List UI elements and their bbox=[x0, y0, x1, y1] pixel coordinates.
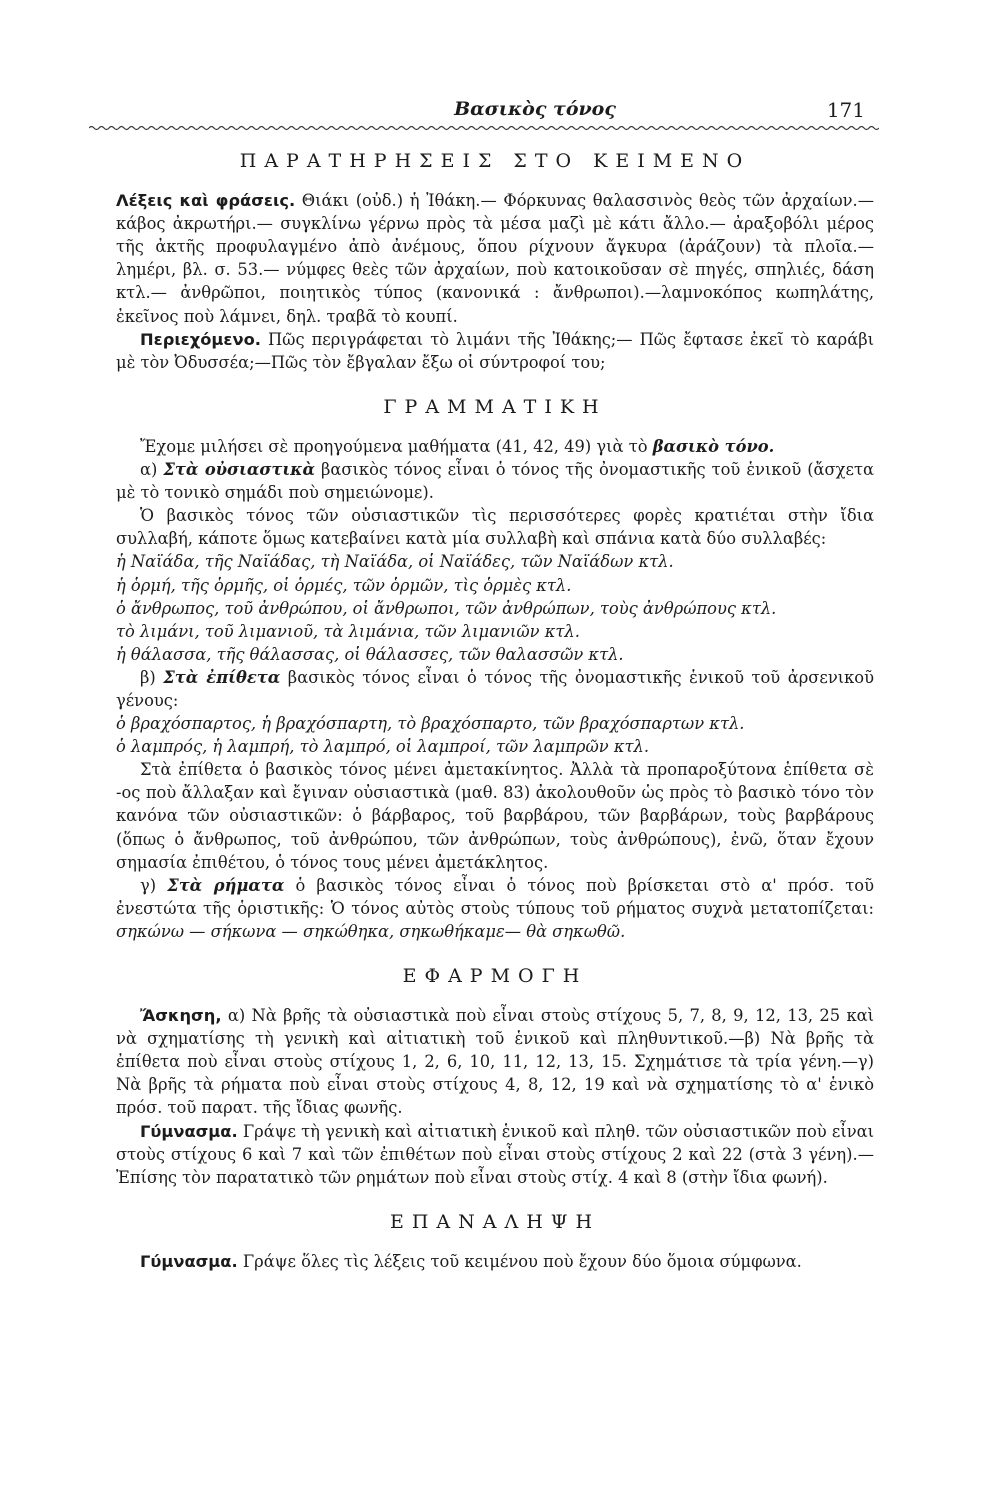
wavy-rule bbox=[89, 124, 879, 132]
drill-text: Γράψε τὴ γενικὴ καὶ αἰτιατικὴ ἑνικοῦ καὶ πληθ. τῶν οὐσιαστικῶν ποὺ εἶναι στοὺς στίχους 6 καὶ 7 καὶ τῶν ἐπιθέτων ποὺ εἶναι στοὺς στίχους 2 καὶ 22 (στὰ 3 γένη).—Ἐπίσης τὸν παρατατικὸ τῶν ρημάτων ποὺ εἶναι στοὺς στίχ. 4 καὶ 8 (στὴν ἴδια φωνή). bbox=[116, 1121, 874, 1187]
rule-c-marker: γ) bbox=[140, 875, 157, 895]
grammar-rule-b-detail: Στὰ ἐπίθετα ὁ βασικὸς τόνος μένει ἀμετακίνητος. Ἀλλὰ τὰ προπαροξύτονα ἐπίθετα σὲ -ος ποὺ ἄλλαξαν καὶ ἔγιναν οὐσιαστικὰ (μαθ. 83) ἀκολουθοῦν ὡς πρὸς τὸ βασικὸ τόνο τὸν κανόνα τῶν οὐσιαστικῶν: ὁ βάρβαρος, τοῦ βαρβάρου, τῶν βαρβάρων, τοὺς βαρβάρους (ὅπως ὁ ἄνθρωπος, τοῦ ἀνθρώπου, τῶν ἀνθρώπων, τοὺς ἀνθρώπους), ἐνῶ, ὅταν ἔχουν σημασία ἐπιθέτου, ὁ τόνος τους μένει ἀμετάκλητος. bbox=[116, 760, 874, 872]
review-drill-paragraph bbox=[116, 1250, 874, 1273]
content-label: Περιεχόμενο. bbox=[140, 329, 261, 349]
exercise-text: α) Νὰ βρῆς τὰ οὐσιαστικὰ ποὺ εἶναι στοὺς στίχους 5, 7, 8, 9, 12, 13, 25 καὶ νὰ σχηματίσης τὴ γενικὴ καὶ αἰτιατικὴ τοῦ ἑνικοῦ καὶ πληθυντικοῦ.—β) Νὰ βρῆς τὰ ἐπίθετα ποὺ εἶναι στοὺς στίχους 1, 2, 6, 10, 11, 12, 13, 15. Σχημάτισε τὰ τρία γένη.—γ) Νὰ βρῆς τὰ ρήματα ποὺ εἶναι στοὺς στίχους 4, 8, 12, 19 καὶ νὰ σχηματίσης τὸ α' ἑνικὸ πρόσ. τοῦ παρατ. τῆς ἴδιας φωνῆς. bbox=[116, 1006, 874, 1118]
grammar-rule-a bbox=[116, 458, 874, 504]
section-title-review: ΕΠΑΝΑΛΗΨΗ bbox=[389, 1210, 601, 1233]
example-line: ὁ ἄνθρωπος, τοῦ ἀνθρώπου, οἱ ἄνθρωποι, τῶν ἀνθρώπων, τοὺς ἀνθρώπους κτλ. bbox=[116, 598, 777, 618]
review-drill-label: Γύμνασμα. bbox=[140, 1251, 238, 1271]
rule-c-examples: σηκώνω — σήκωνα — σηκώθηκα, σηκωθήκαμε— θὰ σηκωθῶ. bbox=[116, 921, 626, 941]
rule-a-text: βασικὸς τόνος εἶναι ὁ τόνος τῆς ὀνομαστικῆς τοῦ ἑνικοῦ (ἄσχετα μὲ τὸ τονικὸ σημάδι ποὺ σημειώνομε). bbox=[116, 460, 874, 503]
example-line: τὸ λιμάνι, τοῦ λιμανιοῦ, τὰ λιμάνια, τῶν λιμανιῶν κτλ. bbox=[116, 621, 580, 641]
section-title-application: ΕΦΑΡΜΟΓΗ bbox=[402, 965, 588, 987]
rule-b-marker: β) bbox=[140, 667, 156, 687]
running-title: Βασικὸς τόνος bbox=[454, 98, 616, 120]
section-title-observations: ΠΑΡΑΤΗΡΗΣΕΙΣ ΣΤΟ ΚΕΙΜΕΝΟ bbox=[239, 150, 751, 172]
example-line: ὁ βραχόσπαρτος, ἡ βραχόσπαρτη, τὸ βραχόσπαρτο, τῶν βραχόσπαρτων κτλ. bbox=[116, 714, 745, 734]
review-drill-text: Γράψε ὅλες τὶς λέξεις τοῦ κειμένου ποὺ ἔχουν δύο ὅμοια σύμφωνα. bbox=[242, 1251, 802, 1271]
example-line: ἡ ὁρμή, τῆς ὁρμῆς, οἱ ὁρμές, τῶν ὁρμῶν, τὶς ὁρμὲς κτλ. bbox=[116, 575, 572, 595]
grammar-rule-c bbox=[116, 874, 874, 943]
example-line: ἡ θάλασσα, τῆς θάλασσας, οἱ θάλασσες, τῶν θαλασσῶν κτλ. bbox=[116, 644, 624, 664]
grammar-intro bbox=[116, 435, 874, 458]
vocabulary-label: Λέξεις καὶ φράσεις. bbox=[116, 191, 296, 211]
section-title-grammar: ΓΡΑΜΜΑΤΙΚΗ bbox=[383, 395, 607, 418]
grammar-rule-a-detail: Ὁ βασικὸς τόνος τῶν οὐσιαστικῶν τὶς περισσότερες φορὲς κρατιέται στὴν ἴδια συλλαβή, κάποτε ὅμως κατεβαίνει κατὰ μία συλλαβὴ καὶ σπάνια κατὰ δύο συλλαβές: bbox=[116, 506, 874, 549]
example-line: ἡ Ναϊάδα, τῆς Ναϊάδας, τὴ Ναϊάδα, οἱ Ναϊάδες, τῶν Ναϊάδων κτλ. bbox=[116, 552, 674, 572]
exercise-label: Ἄσκηση, bbox=[140, 1006, 222, 1026]
content-text: Πῶς περιγράφεται τὸ λιμάνι τῆς Ἰθάκης;— Πῶς ἔφτασε ἐκεῖ τὸ καράβι μὲ τὸν Ὀδυσσέα;—Πῶς τὸν ἔβγαλαν ἔξω οἱ σύντροφοί του; bbox=[116, 329, 874, 372]
exercise-paragraph bbox=[116, 1004, 874, 1119]
vocabulary-paragraph bbox=[116, 189, 874, 328]
page-number: 171 bbox=[826, 98, 865, 122]
rule-a-label: Στὰ οὐσιαστικὰ bbox=[163, 460, 315, 480]
grammar-intro-term: βασικὸ τόνο. bbox=[652, 436, 775, 456]
drill-label: Γύμνασμα. bbox=[140, 1121, 238, 1141]
vocabulary-text: Θιάκι (οὐδ.) ἡ Ἰθάκη.— Φόρκυνας θαλασσινὸς θεὸς τῶν ἀρχαίων.—κάβος ἀκρωτήρι.— συγκλίνω γέρνω πρὸς τὰ μέσα μαζὶ μὲ κάτι ἄλλο.— ἀραξοβόλι μέρος τῆς ἀκτῆς προφυλαγμένο ἀπὸ ἀνέμους, ὅπου ρίχνουν ἄγκυρα (ἀράζουν) τὰ πλοῖα.— λημέρι, βλ. σ. 53.— νύμφες θεὲς τῶν ἀρχαίων, ποὺ κατοικοῦσαν σὲ πηγές, σπηλιές, δάση κτλ.— ἀνθρῶποι, ποιητικὸς τύπος (κανονικά : ἄνθρωποι).—λαμνοκόπος κωπηλάτης, ἐκεῖνος ποὺ λάμνει, δηλ. τραβᾶ τὸ κουπί. bbox=[116, 191, 874, 326]
page-body bbox=[116, 150, 874, 1273]
drill-paragraph bbox=[116, 1120, 874, 1189]
example-line: ὁ λαμπρός, ἡ λαμπρή, τὸ λαμπρό, οἱ λαμπροί, τῶν λαμπρῶν κτλ. bbox=[116, 737, 650, 757]
rule-b-label: Στὰ ἐπίθετα bbox=[163, 667, 281, 687]
rule-b-text: βασικὸς τόνος εἶναι ὁ τόνος τῆς ὀνομαστικῆς ἑνικοῦ τοῦ ἀρσενικοῦ γένους: bbox=[116, 667, 874, 710]
rule-c-label: Στὰ ρήματα bbox=[167, 875, 285, 895]
content-paragraph bbox=[116, 328, 874, 374]
rule-a-marker: α) bbox=[140, 460, 158, 480]
grammar-intro-text: Ἔχομε μιλήσει σὲ προηγούμενα μαθήματα (41, 42, 49) γιὰ τὸ bbox=[140, 436, 648, 456]
running-header bbox=[95, 96, 875, 132]
rule-c-text: ὁ βασικὸς τόνος εἶναι ὁ τόνος ποὺ βρίσκεται στὸ α' πρόσ. τοῦ ἐνεστώτα τῆς ὁριστικῆς: Ὁ τόνος αὐτὸς στοὺς τύπους τοῦ ρήματος συχνὰ μετατοπίζεται: bbox=[116, 875, 874, 918]
grammar-rule-b bbox=[116, 666, 874, 712]
